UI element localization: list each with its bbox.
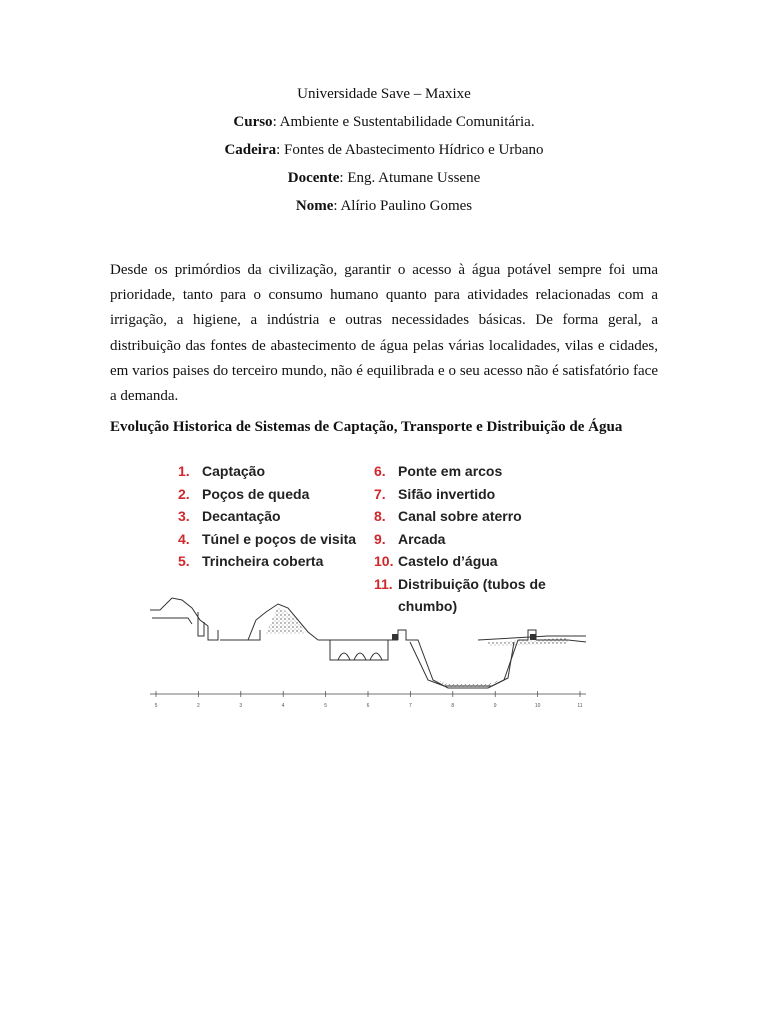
lecturer-value: : Eng. Atumane Ussene	[339, 170, 481, 186]
axis-label: 11	[577, 703, 583, 709]
axis-label: 3	[239, 703, 243, 709]
student-line	[0, 196, 768, 224]
legend-number: 2.	[178, 485, 190, 502]
legend-number: 6.	[374, 463, 386, 479]
legend-item	[374, 531, 445, 548]
axis-label: 9	[493, 703, 497, 709]
axis-label: 4	[281, 703, 285, 709]
legend-label: Decantação	[202, 508, 281, 524]
legend-item	[178, 508, 281, 525]
legend-number: 11.	[374, 575, 393, 592]
section-title: Evolução Historica de Sistemas de Captação, Transporte e Distribuição de Água	[110, 419, 623, 435]
legend-item	[178, 531, 356, 548]
legend-number: 3.	[178, 508, 190, 524]
axis-label: 7	[409, 703, 412, 709]
student-value: : Alírio Paulino Gomes	[333, 198, 473, 214]
legend-item	[178, 463, 265, 480]
legend-label: Arcada	[398, 530, 446, 547]
legend-item	[374, 486, 495, 503]
axis-label: 5	[154, 703, 158, 709]
legend-item	[374, 463, 502, 480]
legend-label: Canal sobre aterro	[398, 508, 522, 524]
legend-label: Captação	[202, 463, 266, 479]
university-name: Universidade Save – Maxixe	[297, 86, 471, 102]
lecturer-label: Docente	[287, 170, 340, 186]
legend-number: 8.	[374, 508, 386, 524]
legend-number: 4.	[178, 530, 190, 547]
legend-label: Túnel e poços de visita	[202, 530, 357, 547]
lecturer-line	[0, 168, 768, 196]
legend-label: Poços de queda	[202, 485, 310, 502]
legend-number: 7.	[374, 485, 386, 502]
axis-label: 8	[451, 703, 455, 709]
aqueduct-figure	[148, 455, 588, 717]
legend-number: 5.	[178, 553, 190, 569]
intro-paragraph: Desde os primórdios da civilização, garantir o acesso à água potável sempre foi uma prioridade, tanto para o consumo humano quanto para atividades relacionadas com a irrigação, a higiene, a indústria e outras necessidades básicas. De forma geral, a distribuição das fontes de abastecimento de água pelas várias localidades, vilas e cidades, em varios paises do terceiro mundo, não é equilibrada e o seu acesso não é satisfatório face a demanda.	[110, 262, 658, 405]
legend-number: 10.	[374, 553, 394, 569]
legend-label: Trincheira coberta	[202, 553, 324, 569]
legend-item	[178, 553, 323, 570]
course-label: Curso	[233, 114, 273, 130]
legend-item	[374, 553, 498, 570]
legend-item	[374, 508, 522, 525]
legend-label: chumbo)	[398, 598, 458, 614]
axis-label: 6	[366, 703, 370, 709]
legend-number: 1.	[178, 463, 190, 479]
student-label: Nome	[295, 198, 334, 214]
legend-number: 9.	[374, 530, 386, 547]
subject-line	[0, 140, 768, 168]
legend-label: Castelo d’água	[398, 553, 498, 569]
course-value: : Ambiente e Sustentabilidade Comunitária.	[272, 114, 535, 130]
legend-label: Sifão invertido	[398, 485, 496, 502]
legend-label: Ponte em arcos	[398, 463, 503, 479]
subject-label: Cadeira	[224, 142, 277, 158]
axis-label: 10	[534, 703, 541, 709]
legend-item	[178, 486, 309, 503]
subject-value: : Fontes de Abastecimento Hídrico e Urbano	[276, 142, 544, 158]
course-line	[0, 112, 768, 140]
axis-label: 2	[197, 703, 200, 709]
legend-label: Distribuição (tubos de	[398, 575, 546, 592]
axis-label: 5	[324, 703, 327, 709]
aqueduct-cross-section	[148, 590, 588, 717]
document-header	[0, 84, 768, 224]
